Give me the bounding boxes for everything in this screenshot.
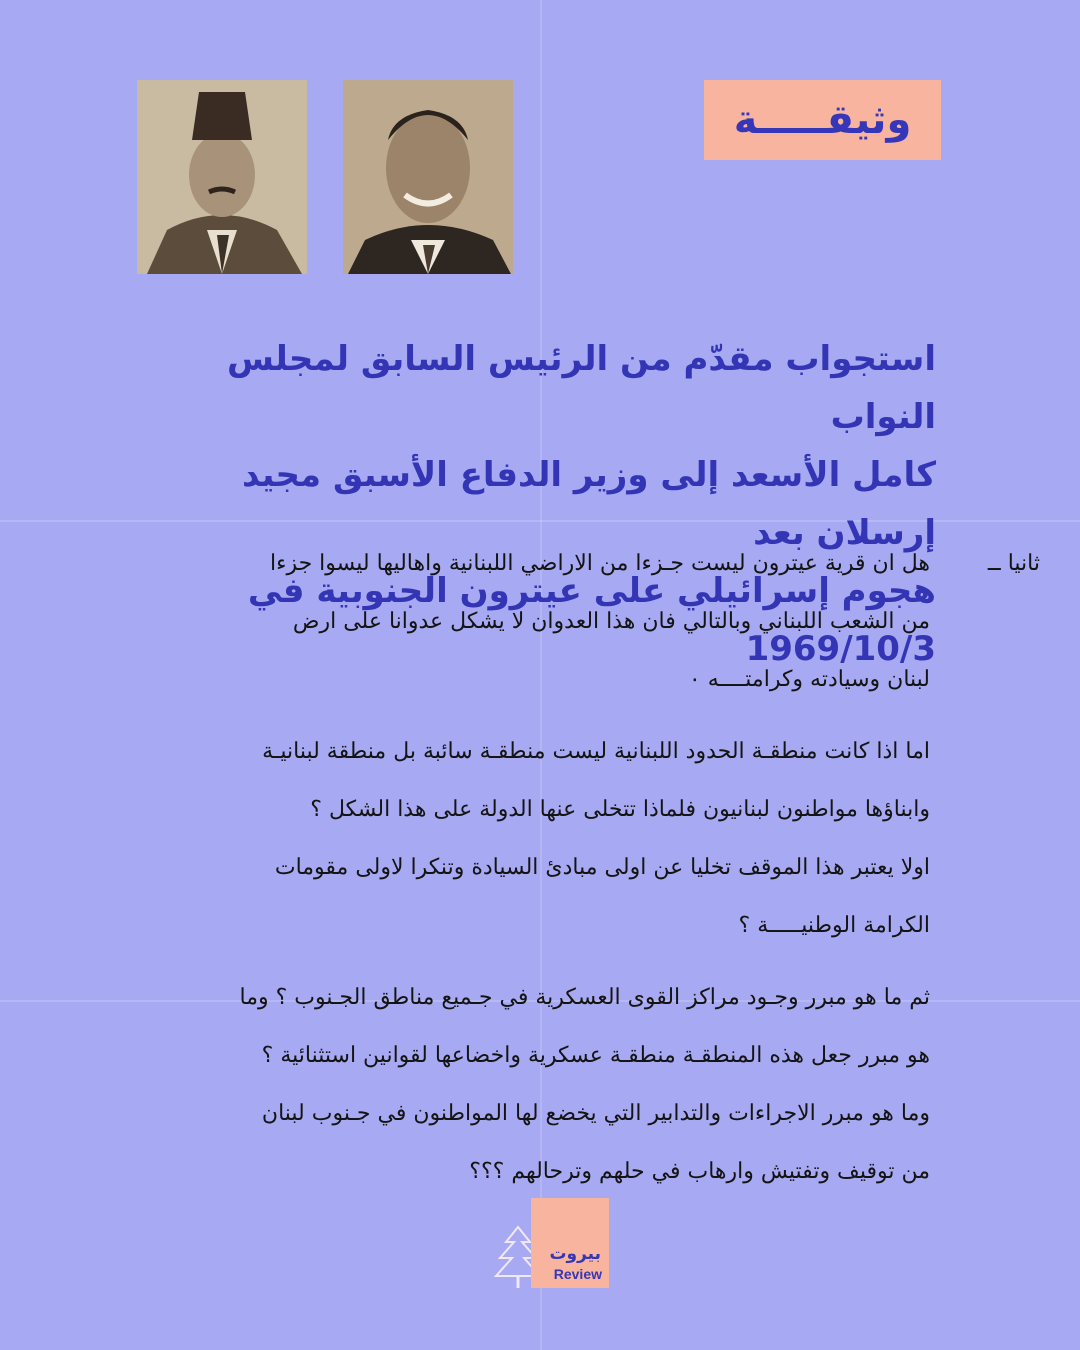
logo-english-text: Review (553, 1266, 602, 1282)
paragraph-border-region (110, 723, 1040, 955)
headline-line: كامل الأسعد إلى وزير الدفاع الأسبق مجيد إرسلان بعد (242, 455, 936, 553)
document-line: الكرامة الوطنيـــــة ؟ (738, 913, 930, 938)
headline-line: هجوم إسرائيلي على عيترون الجنوبية في 1969/10/3 (247, 571, 936, 669)
portrait-fez-man (137, 80, 307, 274)
portrait-fez-man-image (137, 80, 307, 274)
document-line: لبنان وسيادته وكرامتــــه ٠ (688, 667, 930, 692)
paragraph-military-zones (110, 969, 1040, 1201)
document-line: هل ان قرية عيترون ليست جـزءا من الاراضي اللبنانية واهاليها ليسوا جزءا (269, 551, 930, 576)
document-line: من توقيف وتفتيش وارهاب في حلهم وترحالهم ؟؟؟ (469, 1159, 930, 1184)
section-secondly (110, 535, 1040, 709)
section-label: ثانيا ــ (987, 551, 1040, 576)
document-line: ثم ما هو مبرر وجـود مراكز القوى العسكرية في جـميع مناطق الجـنوب ؟ وما (239, 985, 930, 1010)
document-line: من الشعب اللبناني وبالتالي فان هذا العدوان لا يشكل عدوانا على ارض (292, 609, 930, 634)
document-line: وابناؤها مواطنون لبنانيون فلماذا تتخلى عنها الدولة على هذا الشكل ؟ (310, 797, 930, 822)
portrait-smiling-man-image (343, 80, 513, 274)
document-line: هو مبرر جعل هذه المنطقـة منطقـة عسكرية واخضاعها لقوانين استثنائية ؟ (261, 1043, 930, 1068)
document-line: اولا يعتبر هذا الموقف تخليا عن اولى مبادئ السيادة وتنكرا لاولى مقومات (274, 855, 930, 880)
headline-line: استجواب مقدّم من الرئيس السابق لمجلس النواب (226, 339, 936, 437)
beirut-review-logo (531, 1198, 609, 1288)
document-badge (704, 80, 941, 160)
typed-document (110, 535, 1040, 1201)
logo-arabic-text: بيروت (549, 1244, 601, 1264)
document-line: وما هو مبرر الاجراءات والتدابير التي يخضع لها المواطنون في جـنوب لبنان (261, 1101, 930, 1126)
document-line: اما اذا كانت منطقـة الحدود اللبنانية ليست منطقـة سائبة بل منطقة لبنانيـة (262, 739, 930, 764)
portrait-smiling-man (343, 80, 513, 274)
badge-label: وثيقـــــة (733, 97, 912, 143)
